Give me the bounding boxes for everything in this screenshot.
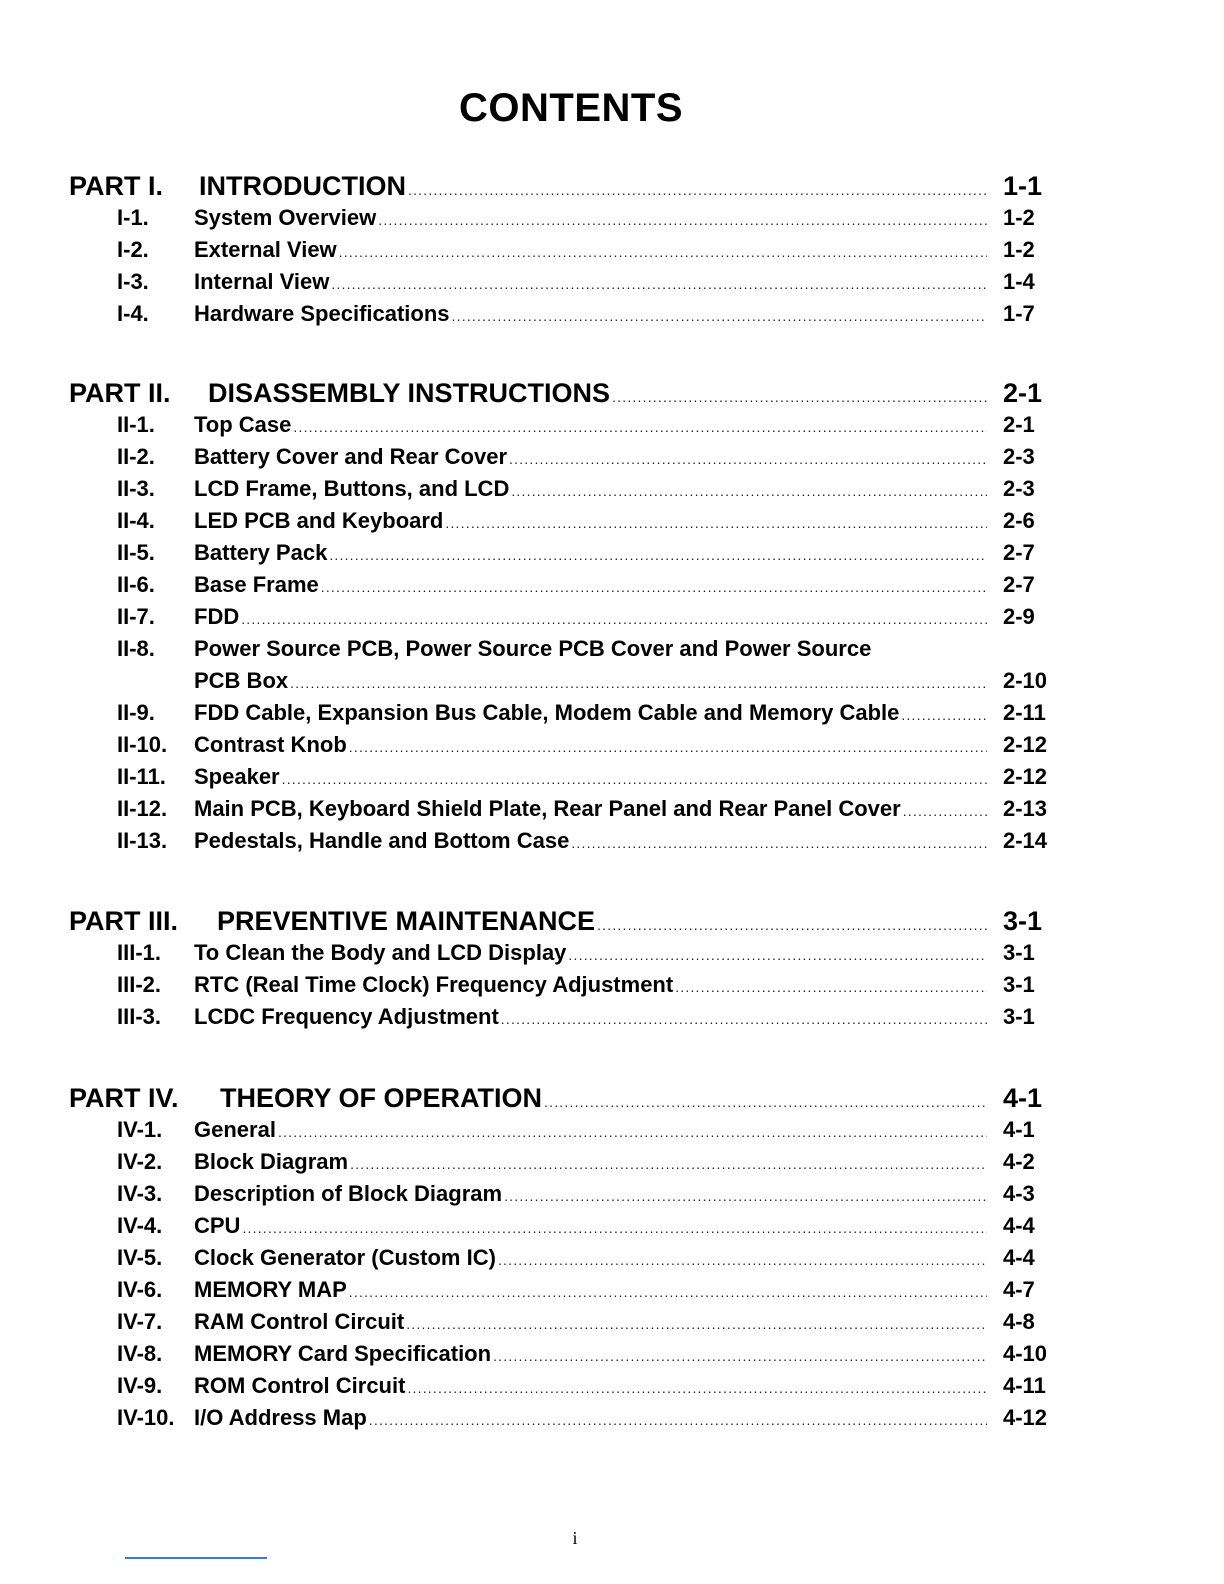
- dot-leader: [445, 515, 987, 531]
- dot-leader: [493, 1348, 987, 1364]
- page-number: 3-1: [1003, 1004, 1035, 1029]
- dot-leader: [452, 308, 987, 324]
- section-number: II-7.: [117, 604, 155, 629]
- toc-entry[interactable]: [117, 1149, 1061, 1181]
- part-label: PART III.: [69, 906, 179, 936]
- page-number: 4-4: [1003, 1245, 1035, 1270]
- section-number: II-9.: [117, 700, 155, 725]
- toc-entry[interactable]: [117, 476, 1061, 508]
- section-title: MEMORY MAP: [194, 1277, 347, 1302]
- dot-leader: [407, 1380, 987, 1396]
- page-number: 2-14: [1003, 828, 1048, 853]
- toc-entry[interactable]: [117, 972, 1061, 1004]
- toc-entry-continuation[interactable]: [117, 668, 1061, 700]
- page-title: CONTENTS: [459, 86, 683, 130]
- toc-entry[interactable]: [117, 508, 1061, 540]
- section-number: I-4.: [117, 301, 149, 326]
- section-title: FDD Cable, Expansion Bus Cable, Modem Cable and Memory Cable: [194, 700, 900, 725]
- dot-leader: [321, 579, 987, 595]
- section-title: External View: [194, 237, 337, 262]
- section-number: I-1.: [117, 205, 149, 230]
- section-title: RAM Control Circuit: [194, 1309, 405, 1334]
- page-number: 4-8: [1003, 1309, 1035, 1334]
- toc-entry[interactable]: [117, 301, 1061, 333]
- section-title: RTC (Real Time Clock) Frequency Adjustment: [194, 972, 674, 997]
- page-number: 4-7: [1003, 1277, 1035, 1302]
- page-number: 1-2: [1003, 205, 1035, 230]
- toc-entry[interactable]: [117, 412, 1061, 444]
- dot-leader: [241, 611, 987, 627]
- section-title: Pedestals, Handle and Bottom Case: [194, 828, 570, 853]
- page-number: 2-3: [1003, 444, 1035, 469]
- page-number: 2-13: [1003, 796, 1048, 821]
- section-title: Description of Block Diagram: [194, 1181, 503, 1206]
- dot-leader: [504, 1188, 987, 1204]
- part-title: DISASSEMBLY INSTRUCTIONS: [208, 378, 611, 408]
- part-title: PREVENTIVE MAINTENANCE: [217, 906, 596, 936]
- toc-entry[interactable]: [117, 540, 1061, 572]
- section-number: I-3.: [117, 269, 149, 294]
- section-number: IV-10.: [117, 1405, 175, 1430]
- toc-entry[interactable]: [117, 269, 1061, 301]
- toc-entry[interactable]: [117, 1181, 1061, 1213]
- section-title: Speaker: [194, 764, 280, 789]
- page-number: 2-1: [1003, 378, 1043, 408]
- section-number: II-13.: [117, 828, 168, 853]
- toc-entry[interactable]: [117, 237, 1061, 269]
- page-number: 4-10: [1003, 1341, 1048, 1366]
- page-number: 2-12: [1003, 764, 1048, 789]
- toc-entry[interactable]: [117, 940, 1061, 972]
- part-heading[interactable]: [69, 378, 1061, 410]
- section-title: Base Frame: [194, 572, 319, 597]
- section-number: IV-2.: [117, 1149, 163, 1174]
- toc-entry[interactable]: [117, 636, 1061, 668]
- footer-page-number: i: [572, 1528, 578, 1548]
- section-title: Contrast Knob: [194, 732, 347, 757]
- section-number: II-3.: [117, 476, 155, 501]
- section-number: II-6.: [117, 572, 155, 597]
- page-number: 4-1: [1003, 1083, 1043, 1113]
- dot-leader: [331, 276, 987, 292]
- page-number: 4-4: [1003, 1213, 1035, 1238]
- section-title: FDD: [194, 604, 240, 629]
- section-title: LCD Frame, Buttons, and LCD: [194, 476, 510, 501]
- toc-entry[interactable]: [117, 1117, 1061, 1149]
- toc-entry[interactable]: [117, 1405, 1061, 1437]
- page-number: 4-11: [1003, 1373, 1046, 1398]
- dot-leader: [282, 771, 987, 787]
- page-number: 1-7: [1003, 301, 1035, 326]
- section-number: IV-9.: [117, 1373, 163, 1398]
- dot-leader: [329, 547, 987, 563]
- section-title: Main PCB, Keyboard Shield Plate, Rear Panel and Rear Panel Cover: [194, 796, 901, 821]
- section-title: System Overview: [194, 205, 377, 230]
- page-number: 2-12: [1003, 732, 1048, 757]
- page-number: 1-4: [1003, 269, 1035, 294]
- section-number: III-3.: [117, 1004, 162, 1029]
- section-title: I/O Address Map: [194, 1405, 367, 1430]
- dot-leader: [903, 803, 987, 819]
- toc-entry[interactable]: [117, 1004, 1061, 1036]
- section-title: Block Diagram: [194, 1149, 349, 1174]
- toc-entry[interactable]: [117, 828, 1061, 860]
- dot-leader: [242, 1220, 987, 1236]
- section-title: PCB Box: [194, 668, 289, 693]
- section-title: Hardware Specifications: [194, 301, 450, 326]
- section-number: IV-5.: [117, 1245, 163, 1270]
- part-heading[interactable]: [69, 171, 1061, 203]
- dot-leader: [498, 1252, 987, 1268]
- part-heading[interactable]: [69, 1083, 1061, 1115]
- dot-leader: [675, 979, 987, 995]
- section-number: IV-4.: [117, 1213, 163, 1238]
- toc-entry[interactable]: [117, 1277, 1061, 1309]
- section-number: IV-1.: [117, 1117, 163, 1142]
- page-number: 2-7: [1003, 540, 1035, 565]
- dot-leader: [278, 1124, 987, 1140]
- toc-entry[interactable]: [117, 572, 1061, 604]
- dot-leader: [349, 1284, 987, 1300]
- section-number: II-5.: [117, 540, 155, 565]
- page-number: 4-1: [1003, 1117, 1035, 1142]
- dot-leader: [901, 707, 987, 723]
- page-number: 4-12: [1003, 1405, 1048, 1430]
- section-title: Top Case: [194, 412, 292, 437]
- section-number: IV-3.: [117, 1181, 163, 1206]
- dot-leader: [293, 419, 987, 435]
- page-number: 2-6: [1003, 508, 1035, 533]
- section-title: LCDC Frequency Adjustment: [194, 1004, 499, 1029]
- dot-leader: [369, 1412, 987, 1428]
- toc-entry[interactable]: [117, 444, 1061, 476]
- section-number: II-10.: [117, 732, 168, 757]
- page-number: 4-2: [1003, 1149, 1035, 1174]
- dot-leader: [378, 212, 987, 228]
- dot-leader: [339, 244, 987, 260]
- dot-leader: [597, 917, 987, 933]
- dot-leader: [349, 739, 987, 755]
- page-number: 3-1: [1003, 906, 1043, 936]
- dot-leader: [544, 1094, 987, 1110]
- page-number: 3-1: [1003, 940, 1035, 965]
- part-heading[interactable]: [69, 906, 1061, 938]
- section-number: II-4.: [117, 508, 155, 533]
- section-title: Clock Generator (Custom IC): [194, 1245, 496, 1270]
- dot-leader: [511, 483, 987, 499]
- dot-leader: [290, 675, 987, 691]
- section-number: IV-7.: [117, 1309, 163, 1334]
- dot-leader: [571, 835, 987, 851]
- page-number: 2-3: [1003, 476, 1035, 501]
- toc-entry[interactable]: [117, 1341, 1061, 1373]
- page-number: 1-2: [1003, 237, 1035, 262]
- toc-entry[interactable]: [117, 1245, 1061, 1277]
- page-number: 4-3: [1003, 1181, 1035, 1206]
- toc-entry[interactable]: [117, 796, 1061, 828]
- toc-entry[interactable]: [117, 604, 1061, 636]
- section-number: I-2.: [117, 237, 149, 262]
- part-title: INTRODUCTION: [199, 171, 406, 201]
- section-number: IV-8.: [117, 1341, 163, 1366]
- part-title: THEORY OF OPERATION: [220, 1083, 543, 1113]
- toc-entry[interactable]: [117, 1309, 1061, 1341]
- section-title: ROM Control Circuit: [194, 1373, 406, 1398]
- page-number: 2-7: [1003, 572, 1035, 597]
- toc-entry[interactable]: [117, 764, 1061, 796]
- page-number: 2-1: [1003, 412, 1035, 437]
- section-title: Battery Pack: [194, 540, 328, 565]
- section-number: II-1.: [117, 412, 155, 437]
- section-number: III-2.: [117, 972, 162, 997]
- toc-entry[interactable]: [117, 205, 1061, 237]
- page-number: 2-11: [1003, 700, 1046, 725]
- page-number: 2-9: [1003, 604, 1035, 629]
- section-title: To Clean the Body and LCD Display: [194, 940, 567, 965]
- section-title: General: [194, 1117, 276, 1142]
- section-number: III-1.: [117, 940, 162, 965]
- section-number: II-12.: [117, 796, 168, 821]
- section-number: II-2.: [117, 444, 155, 469]
- page-number: 2-10: [1003, 668, 1048, 693]
- part-label: PART IV.: [69, 1083, 179, 1113]
- dot-leader: [568, 947, 987, 963]
- dot-leader: [509, 451, 987, 467]
- section-title: LED PCB and Keyboard: [194, 508, 444, 533]
- toc-entry[interactable]: [117, 1213, 1061, 1245]
- footer-rule: [125, 1557, 267, 1559]
- section-number: II-11.: [117, 764, 166, 789]
- toc-entry[interactable]: [117, 732, 1061, 764]
- toc-entry[interactable]: [117, 700, 1061, 732]
- section-number: IV-6.: [117, 1277, 163, 1302]
- section-title: Battery Cover and Rear Cover: [194, 444, 508, 469]
- section-title: MEMORY Card Specification: [194, 1341, 492, 1366]
- part-label: PART I.: [69, 171, 163, 201]
- page-number: 3-1: [1003, 972, 1035, 997]
- dot-leader: [406, 1316, 987, 1332]
- part-label: PART II.: [69, 378, 171, 408]
- section-title: Internal View: [194, 269, 330, 294]
- dot-leader: [501, 1011, 987, 1027]
- dot-leader: [408, 182, 987, 198]
- dot-leader: [612, 389, 987, 405]
- section-number: II-8.: [117, 636, 155, 661]
- section-title: Power Source PCB, Power Source PCB Cover and Power Source: [194, 636, 872, 661]
- toc-entry[interactable]: [117, 1373, 1061, 1405]
- dot-leader: [350, 1156, 987, 1172]
- section-title: CPU: [194, 1213, 241, 1238]
- page-number: 1-1: [1003, 171, 1043, 201]
